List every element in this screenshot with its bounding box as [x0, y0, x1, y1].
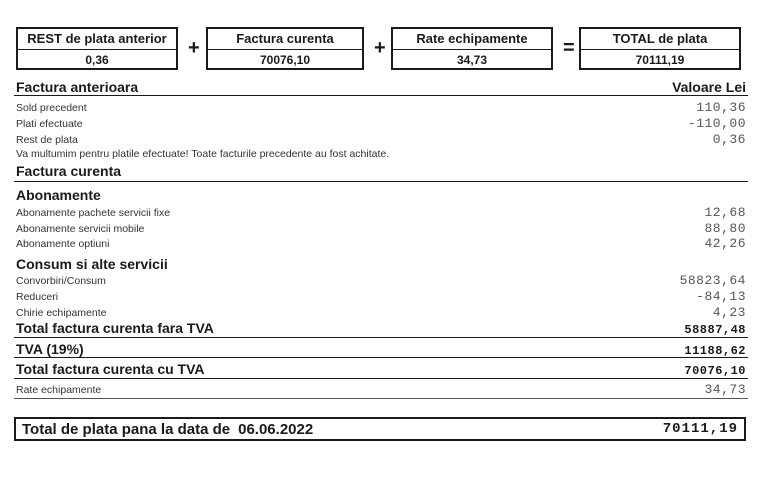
total-box [579, 27, 741, 70]
due-date: 06.06.2022 [238, 420, 314, 438]
line-item [16, 132, 746, 147]
total-with-vat-value: 70076,10 [684, 364, 746, 378]
consum-header [16, 256, 746, 272]
subtotal-value: 58887,48 [684, 323, 746, 337]
total-value: 70111,19 [635, 53, 685, 67]
subtotal-row [16, 320, 746, 337]
rest-value: 0,36 [85, 53, 109, 67]
item-value: 58823,64 [679, 273, 746, 288]
divider [14, 181, 748, 182]
final-total-box [14, 417, 746, 441]
item-value: -84,13 [696, 289, 746, 304]
item-label: Abonamente servicii mobile [16, 223, 145, 235]
item-value: 110,36 [696, 100, 746, 115]
total-with-vat-row [16, 361, 746, 378]
vat-value: 11188,62 [684, 344, 746, 358]
item-label: Abonamente optiuni [16, 238, 110, 250]
plus-sign: + [188, 37, 200, 59]
note-text: Va multumim pentru platile efectuate! Toate facturile precedente au fost achitate. [16, 148, 390, 160]
line-item [16, 289, 746, 304]
factura-box [206, 27, 364, 70]
abonamente-header [16, 187, 746, 203]
subtotal-label: Total factura curenta fara TVA [16, 320, 214, 336]
vat-label: TVA (19%) [16, 341, 84, 357]
final-total-label: Total de plata pana la data de [22, 420, 231, 438]
factura-label: Factura curenta [208, 29, 362, 50]
line-item [16, 116, 746, 131]
line-item [16, 273, 746, 288]
item-label: Convorbiri/Consum [16, 275, 106, 287]
divider [14, 95, 748, 96]
divider [14, 378, 748, 379]
equals-sign: = [563, 37, 575, 59]
rest-box [16, 27, 178, 70]
final-total-label-group [22, 421, 313, 438]
item-value: 4,23 [712, 305, 746, 320]
item-value: 42,26 [704, 236, 746, 251]
final-total-value: 70111,19 [662, 421, 738, 437]
item-value: -110,00 [687, 116, 746, 131]
rate-row [16, 382, 746, 397]
abonamente-heading: Abonamente [16, 187, 101, 203]
item-label: Abonamente pachete servicii fixe [16, 207, 171, 219]
divider [14, 398, 748, 399]
line-item [16, 205, 746, 220]
value-heading: Valoare Lei [672, 79, 746, 95]
rest-label: REST de plata anterior [18, 29, 176, 50]
item-value: 88,80 [704, 221, 746, 236]
thank-you-note [16, 148, 746, 160]
item-label: Plati efectuate [16, 118, 83, 130]
previous-header [16, 79, 746, 95]
consum-heading: Consum si alte servicii [16, 256, 168, 272]
rate-value: 34,73 [456, 53, 488, 67]
line-item [16, 221, 746, 236]
rate-row-label: Rate echipamente [16, 384, 102, 396]
line-item [16, 305, 746, 320]
rate-box [391, 27, 553, 70]
rate-row-value: 34,73 [704, 382, 746, 397]
item-label: Chirie echipamente [16, 307, 107, 319]
plus-sign: + [374, 37, 386, 59]
previous-heading: Factura anterioara [16, 79, 139, 95]
item-label: Rest de plata [16, 134, 78, 146]
current-header [16, 163, 746, 179]
rate-label: Rate echipamente [393, 29, 551, 50]
current-heading: Factura curenta [16, 163, 122, 179]
factura-value: 70076,10 [259, 53, 311, 67]
divider [14, 357, 748, 358]
item-label: Sold precedent [16, 102, 87, 114]
divider [14, 337, 748, 338]
line-item [16, 100, 746, 115]
total-with-vat-label: Total factura curenta cu TVA [16, 361, 205, 377]
item-label: Reduceri [16, 291, 59, 303]
total-label: TOTAL de plata [581, 29, 739, 50]
vat-row [16, 341, 746, 358]
line-item [16, 236, 746, 251]
item-value: 0,36 [712, 132, 746, 147]
item-value: 12,68 [704, 205, 746, 220]
